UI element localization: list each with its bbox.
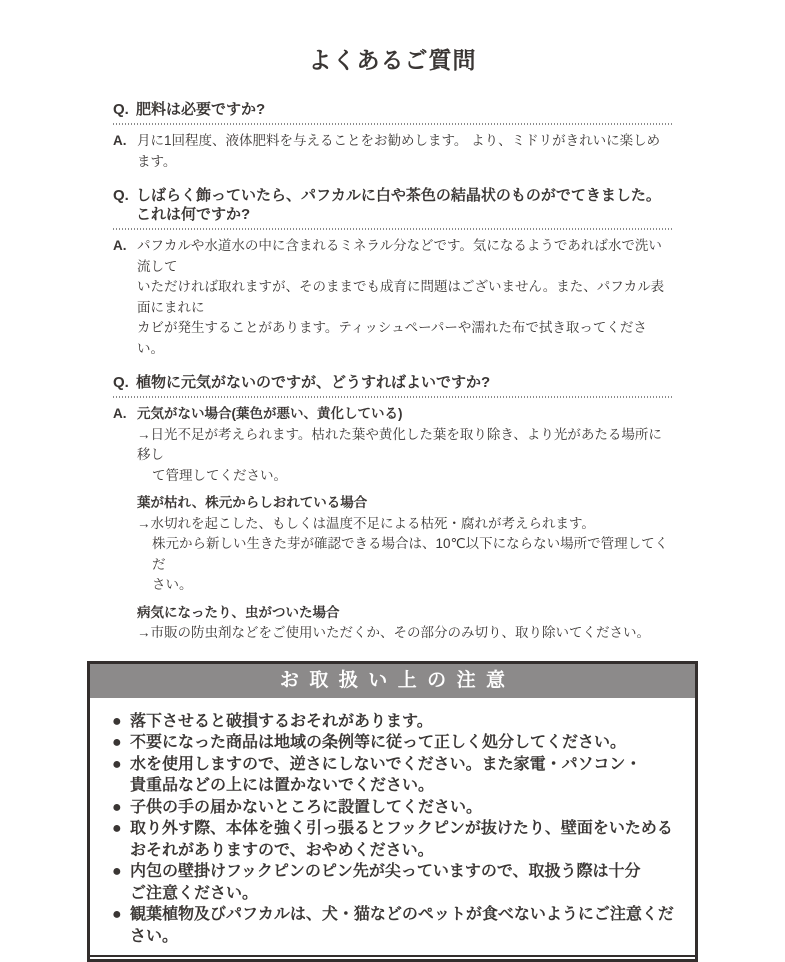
caution-line: 取り外す際、本体を強く引っ張るとフックピンが抜けたり、壁面をいためる <box>130 818 675 840</box>
case-block-pests <box>137 603 672 644</box>
bullet-icon: ● <box>112 904 130 947</box>
case-block-wilting-color <box>137 404 672 486</box>
question-heading <box>113 186 672 224</box>
bullet-icon: ● <box>112 732 130 754</box>
caution-item <box>112 861 675 904</box>
faq-section-crystals <box>113 186 672 359</box>
caution-line: 子供の手の届かないところに設置してください。 <box>130 797 675 819</box>
caution-line: ご注意ください。 <box>130 883 675 905</box>
question-text: 植物に元気がないのですが、どうすればよいですか? <box>136 374 490 391</box>
question-label: Q. <box>113 186 136 205</box>
caution-item <box>112 754 675 797</box>
case-line: →水切れを起こした、もしくは温度不足による枯死・腐れが考えられます。 <box>137 514 672 535</box>
faq-section-plant-health <box>113 373 672 644</box>
case-line: 株元から新しい生きた芽が確認できる場合は、10℃以下にならない場所で管理してくだ <box>152 534 672 575</box>
bullet-icon: ● <box>112 754 130 797</box>
answer <box>113 236 672 359</box>
answer-label: A. <box>113 236 137 359</box>
answer-label: A. <box>113 131 137 172</box>
caution-item <box>112 797 675 819</box>
question-label: Q. <box>113 373 136 392</box>
caution-box <box>87 661 698 962</box>
case-title: 葉が枯れ、株元からしおれている場合 <box>137 493 672 514</box>
caution-list <box>90 698 695 952</box>
answer-line: カビが発生することがあります。ティッシュペーパーや濡れた布で拭き取ってください。 <box>137 318 672 359</box>
answer-line: 月に1回程度、液体肥料を与えることをお勧めします。 より、ミドリがきれいに楽しめます。 <box>137 131 672 172</box>
caution-item <box>112 904 675 947</box>
dotted-divider <box>113 123 672 125</box>
caution-line: 貴重品などの上には置かないでください。 <box>130 775 675 797</box>
case-line: て管理してください。 <box>152 466 672 487</box>
question-text: これは何ですか? <box>113 205 672 224</box>
case-block-withered <box>137 493 672 596</box>
bullet-icon: ● <box>112 797 130 819</box>
question-heading <box>113 373 672 392</box>
caution-line: 不要になった商品は地域の条例等に従って正しく処分してください。 <box>130 732 675 754</box>
question-label: Q. <box>113 100 136 119</box>
caution-header <box>90 664 695 698</box>
caution-item <box>112 818 675 861</box>
caution-line: 観葉植物及びパフカルは、犬・猫などのペットが食べないようにご注意ください。 <box>130 904 675 947</box>
question-heading <box>113 100 672 119</box>
dotted-divider <box>113 396 672 398</box>
case-line: さい。 <box>152 575 672 596</box>
caution-line: 水を使用しますので、逆さにしないでください。また家電・パソコン・ <box>130 754 675 776</box>
caution-line: 落下させると破損するおそれがあります。 <box>130 711 675 733</box>
answer-label: A. <box>113 404 137 644</box>
answer <box>113 131 672 172</box>
case-line: →日光不足が考えられます。枯れた葉や黄化した葉を取り除き、より光があたる場所に移し <box>137 425 672 466</box>
dotted-divider <box>113 228 672 230</box>
caution-title: お取扱い上の注意 <box>269 671 515 690</box>
answer-line: パフカルや水道水の中に含まれるミネラル分などです。気になるようであれば水で洗い流して <box>137 236 672 277</box>
case-title: 元気がない場合(葉色が悪い、黄化している) <box>137 404 672 425</box>
caution-line: おそれがありますので、おやめください。 <box>130 840 675 862</box>
bullet-icon: ● <box>112 711 130 733</box>
case-title: 病気になったり、虫がついた場合 <box>137 603 672 624</box>
caution-item <box>112 711 675 733</box>
question-text: しばらく飾っていたら、パフカルに白や茶色の結晶状のものがでてきました。 <box>136 187 661 204</box>
question-text: 肥料は必要ですか? <box>136 101 265 118</box>
answer <box>113 404 672 644</box>
bullet-icon: ● <box>112 861 130 904</box>
case-line: →市販の防虫剤などをご使用いただくか、その部分のみ切り、取り除いてください。 <box>137 623 672 644</box>
bottom-double-rule <box>90 955 695 957</box>
page-title: よくあるご質問 <box>113 42 672 75</box>
answer-line: いただければ取れますが、そのままでも成育に問題はございません。また、パフカル表面にまれに <box>137 277 672 318</box>
bullet-icon: ● <box>112 818 130 861</box>
caution-line: 内包の壁掛けフックピンのピン先が尖っていますので、取扱う際は十分 <box>130 861 675 883</box>
caution-item <box>112 732 675 754</box>
faq-section-fertilizer <box>113 100 672 172</box>
